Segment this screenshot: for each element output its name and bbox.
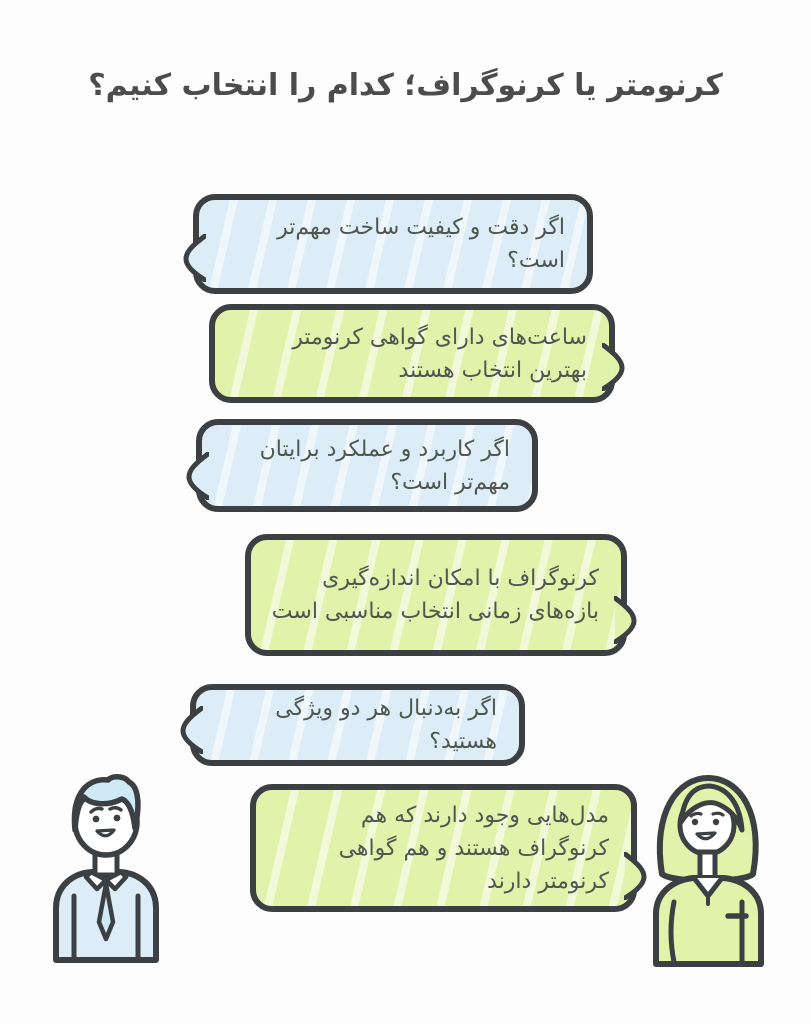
bubble-tail-left-icon	[179, 706, 203, 754]
chat-bubble-question-3	[190, 684, 525, 766]
bubble-tail-right-icon	[602, 343, 626, 391]
woman-avatar	[648, 770, 770, 968]
bubble-tail-left-icon	[185, 452, 209, 500]
bubble-text: ساعت‌های دارای گواهی کرنومتر بهترین انتخاب هستند	[292, 324, 587, 383]
bubble-text: اگر کاربرد و عملکرد برایتان مهم‌تر است؟	[259, 436, 510, 495]
chat-bubble-question-2	[196, 419, 538, 512]
bubble-tail-left-icon	[182, 234, 206, 282]
chat-bubble-answer-3	[250, 784, 637, 912]
man-avatar	[46, 772, 166, 964]
bubble-text: اگر دقت و کیفیت ساخت مهم‌تر است؟	[277, 215, 565, 273]
page-title: کرنومتر یا کرنوگراف؛ کدام را انتخاب کنیم؟	[88, 68, 723, 103]
bubble-tail-right-icon	[624, 852, 648, 900]
bubble-text: مدل‌هایی وجود دارند که هم کرنوگراف هستند و هم گواهی کرنومتر دارند	[338, 802, 609, 894]
bubble-text: اگر به‌دنبال هر دو ویژگی هستید؟	[275, 696, 497, 754]
chat-bubble-question-1	[193, 194, 593, 294]
bubble-text: کرنوگراف با امکان اندازه‌گیری بازه‌های زمانی انتخاب مناسبی است	[271, 566, 599, 624]
bubble-tail-right-icon	[614, 596, 638, 644]
chat-bubble-answer-1	[209, 304, 615, 403]
chat-bubble-answer-2	[245, 534, 627, 656]
